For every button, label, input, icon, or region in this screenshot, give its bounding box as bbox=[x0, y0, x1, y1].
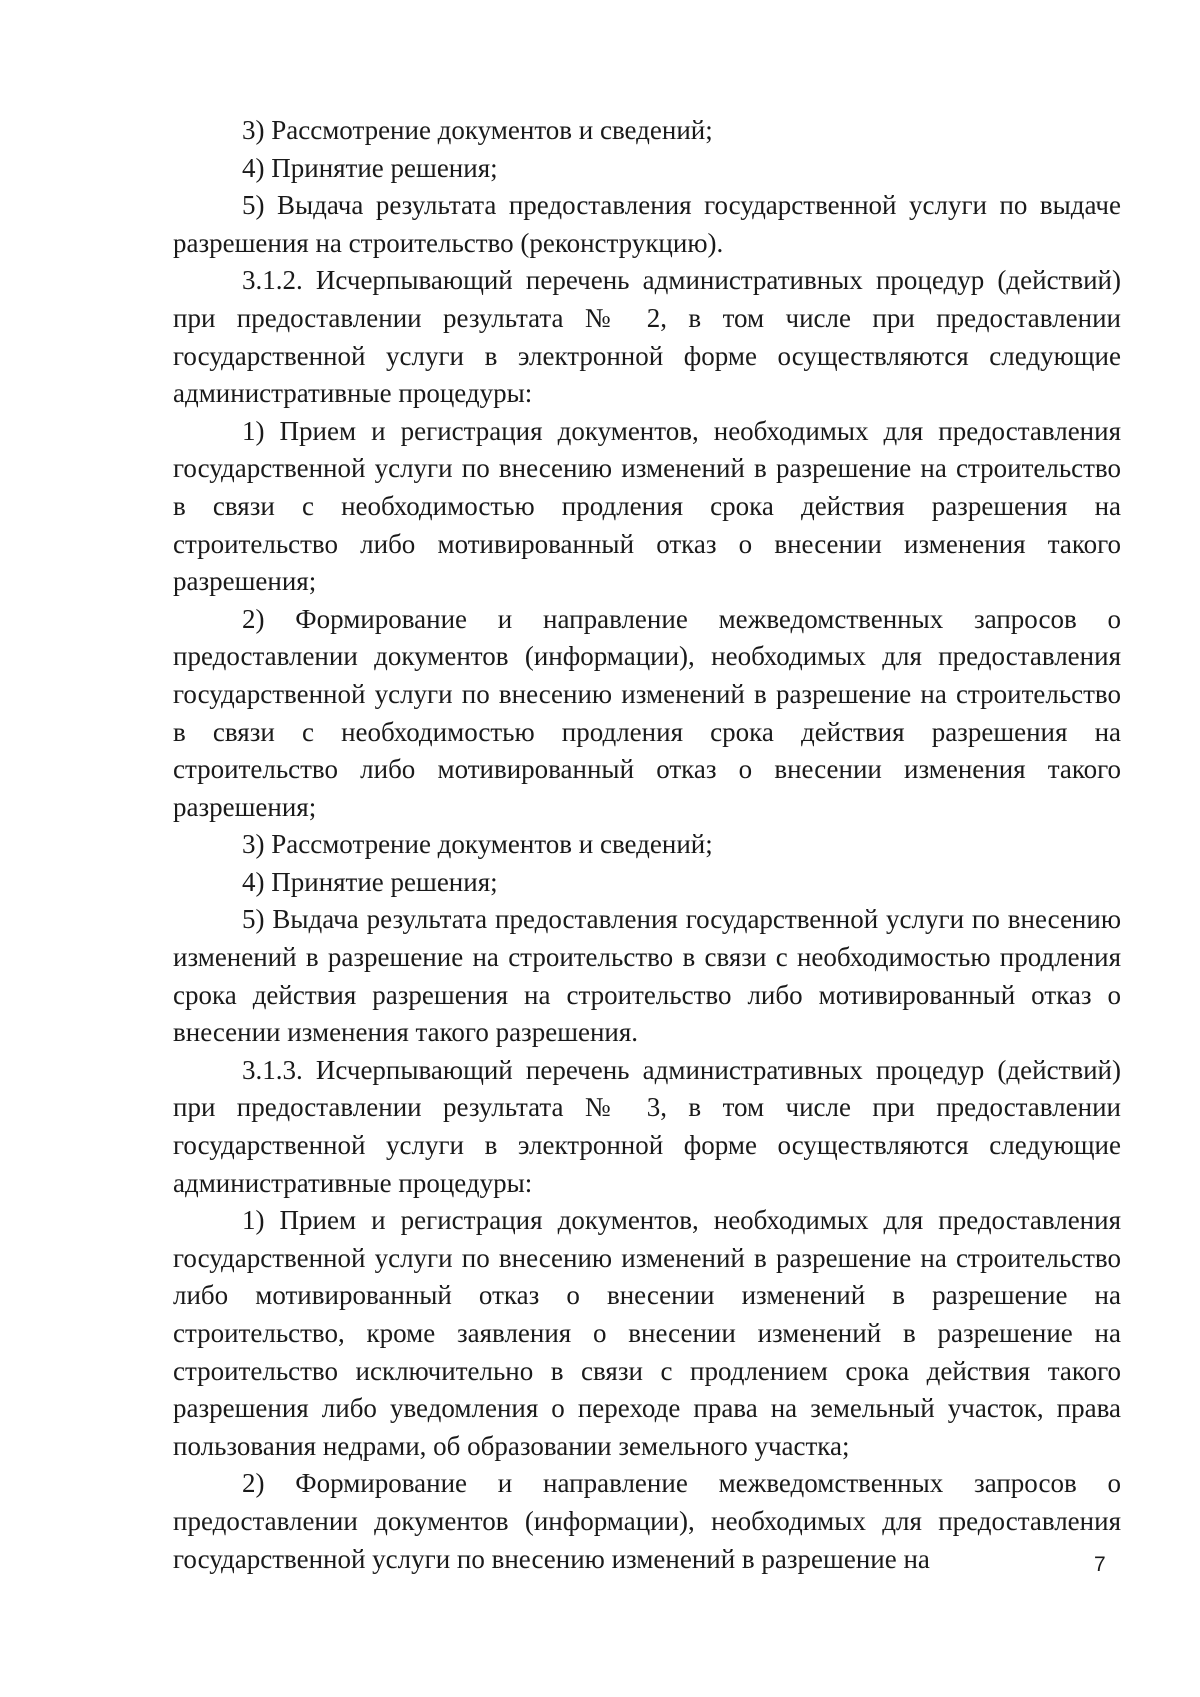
paragraph-item-3-review: 3) Рассмотрение документов и сведений; bbox=[242, 829, 713, 860]
paragraph-section-3-1-2: 3.1.2. Исчерпывающий перечень административных процедур (действий) при предоставлении результата № 2, в том числе при предоставлении государственной услуги в электронной форме осуществляются следующие административные процедуры: bbox=[173, 265, 1121, 409]
paragraph-item-5-issue-permit: 5) Выдача результата предоставления государственной услуги по выдаче разрешения на строительство (реконструкцию). bbox=[173, 190, 1121, 258]
paragraph-item-2-requests: 2) Формирование и направление межведомственных запросов о предоставлении документов (информации), необходимых для предоставления государственной услуги по внесению изменений в разрешение на bbox=[173, 1468, 1121, 1574]
paragraph-item-4-decision: 4) Принятие решения; bbox=[242, 866, 498, 897]
paragraph-item-4-decision: 4) Принятие решения; bbox=[242, 152, 498, 183]
page-number: 7 bbox=[1094, 1553, 1106, 1576]
paragraph-item-5-issue-changes: 5) Выдача результата предоставления государственной услуги по внесению изменений в разрешение на строительство в связи с необходимостью продления срока действия разрешения на строительство либо мотивированный отказ о внесении изменения такого разрешения. bbox=[173, 904, 1121, 1048]
paragraph-item-1-reception: 1) Прием и регистрация документов, необходимых для предоставления государственной услуги по внесению изменений в разрешение на строительство либо мотивированный отказ о внесении изменений в разрешение на строительство, кроме заявления о внесении изменений в разрешение на строительство исключительно в связи с продлением срока действия такого разрешения либо уведомления о переходе права на земельный участок, права пользования недрами, об образовании земельного участка; bbox=[173, 1205, 1121, 1461]
paragraph-item-1-reception: 1) Прием и регистрация документов, необходимых для предоставления государственной услуги по внесению изменений в разрешение на строительство в связи с необходимостью продления срока действия разрешения на строительство либо мотивированный отказ о внесении изменения такого разрешения; bbox=[173, 415, 1121, 597]
paragraph-section-3-1-3: 3.1.3. Исчерпывающий перечень административных процедур (действий) при предоставлении результата № 3, в том числе при предоставлении государственной услуги в электронной форме осуществляются следующие административные процедуры: bbox=[173, 1054, 1121, 1198]
paragraph-item-2-requests: 2) Формирование и направление межведомственных запросов о предоставлении документов (информации), необходимых для предоставления государственной услуги по внесению изменений в разрешение на строительство в связи с необходимостью продления срока действия разрешения на строительство либо мотивированный отказ о внесении изменения такого разрешения; bbox=[173, 603, 1121, 822]
paragraph-item-3-review: 3) Рассмотрение документов и сведений; bbox=[242, 115, 713, 145]
document-body bbox=[173, 112, 1121, 1578]
